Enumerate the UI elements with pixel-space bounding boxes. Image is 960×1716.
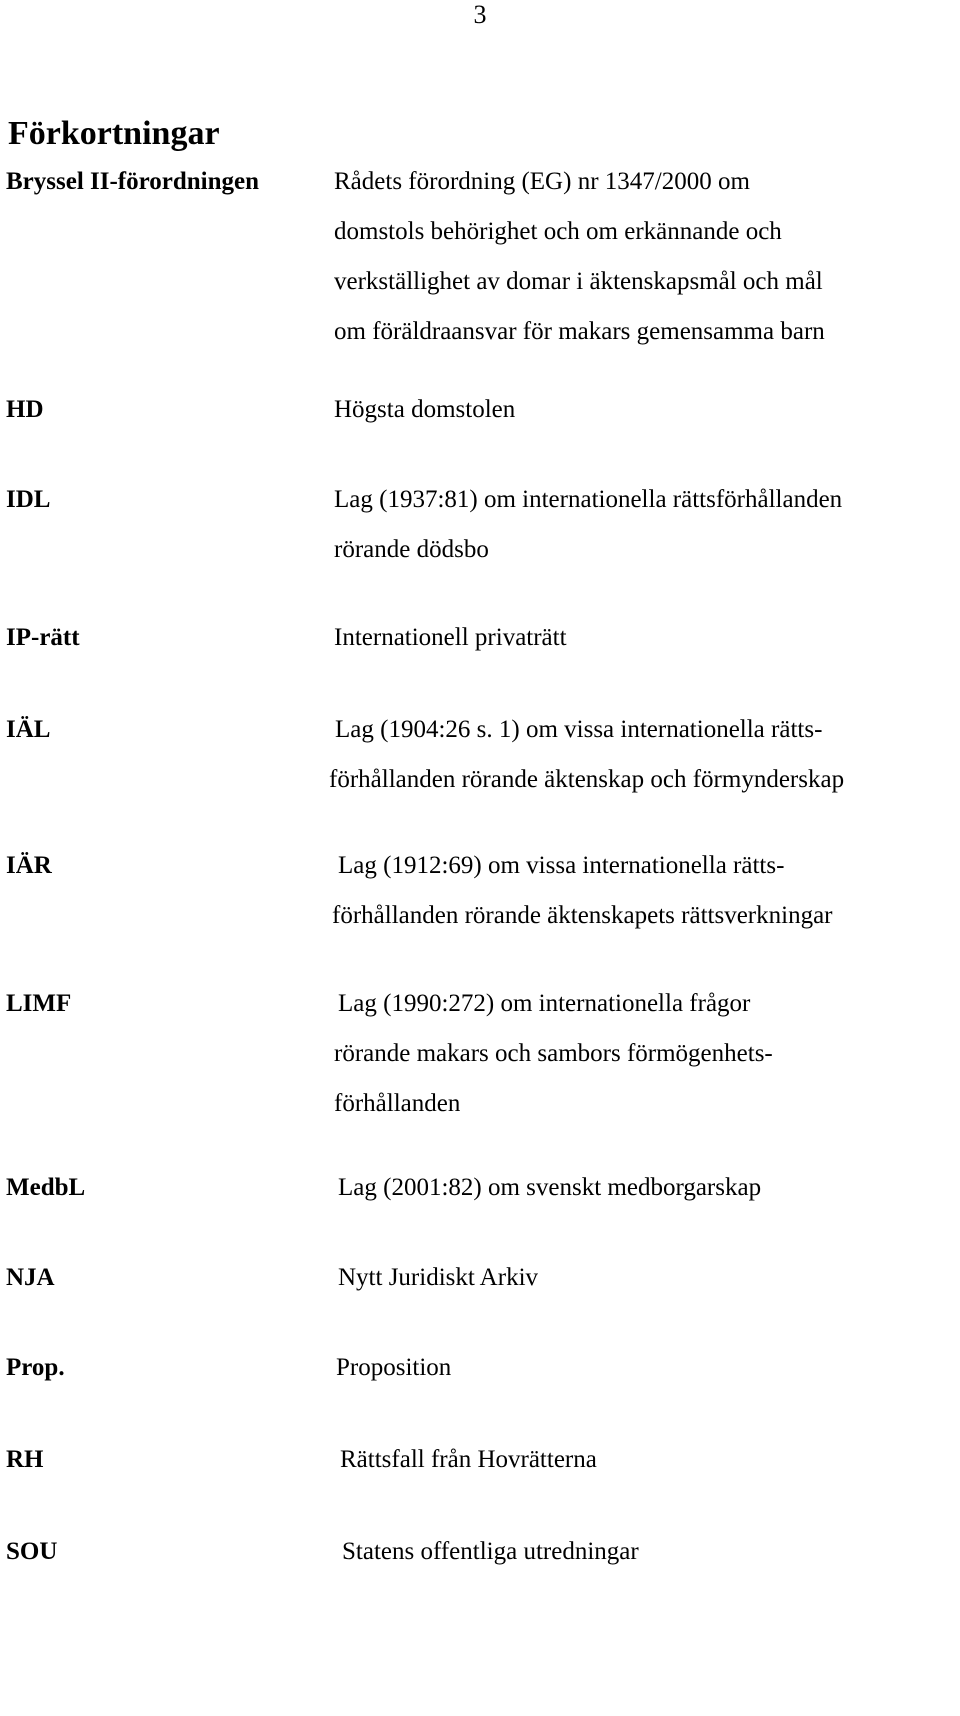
definition-line: förhållanden rörande äktenskapets rättsverkningar (332, 902, 833, 929)
definition-line: Proposition (336, 1354, 452, 1381)
definition-line: rörande makars och sambors förmögenhets- (334, 1040, 773, 1067)
definition-line: Lag (2001:82) om svenskt medborgarskap (338, 1174, 762, 1201)
definition-line: om föräldraansvar för makars gemensamma barn (334, 318, 825, 345)
abbreviation-term: NJA (6, 1264, 55, 1291)
definition-line: verkställighet av domar i äktenskapsmål och mål (334, 268, 823, 295)
page-title: Förkortningar (8, 115, 220, 152)
abbreviation-term: IDL (6, 486, 51, 513)
definition-line: Lag (1912:69) om vissa internationella rätts- (338, 852, 785, 879)
abbreviation-term: MedbL (6, 1174, 86, 1201)
abbreviation-definition (334, 385, 515, 435)
abbreviation-definition (334, 613, 567, 663)
definition-line: domstols behörighet och om erkännande och (334, 218, 782, 245)
definition-line: Lag (1990:272) om internationella frågor (338, 990, 751, 1017)
definition-line: Nytt Juridiskt Arkiv (338, 1264, 539, 1291)
definition-line: Rättsfall från Hovrätterna (340, 1446, 597, 1473)
abbreviation-term: HD (6, 396, 44, 423)
abbreviation-definition (340, 1435, 597, 1485)
abbreviation-definition (334, 157, 825, 357)
abbreviation-term: Prop. (6, 1354, 65, 1381)
abbreviation-definition (342, 1527, 639, 1577)
definition-line: Rådets förordning (EG) nr 1347/2000 om (334, 168, 750, 195)
abbreviation-definition (332, 841, 833, 941)
abbreviation-definition (334, 475, 842, 575)
definition-line: förhållanden (334, 1090, 461, 1117)
abbreviation-definition (334, 979, 773, 1129)
definition-line: Högsta domstolen (334, 396, 516, 423)
definition-line: Internationell privaträtt (334, 624, 567, 651)
abbreviation-definition (336, 1343, 451, 1393)
abbreviation-term: IP-rätt (6, 624, 80, 651)
definition-line: Lag (1937:81) om internationella rättsförhållanden (334, 486, 843, 513)
abbreviation-term: IÄL (6, 716, 51, 743)
abbreviation-term: Bryssel II-förordningen (6, 168, 260, 195)
page-number: 3 (473, 0, 487, 29)
abbreviation-term: IÄR (6, 852, 52, 879)
definition-line: Lag (1904:26 s. 1) om vissa internationella rätts- (335, 716, 823, 743)
abbreviation-term: RH (6, 1446, 44, 1473)
definition-line: rörande dödsbo (334, 536, 489, 563)
abbreviation-term: LIMF (6, 990, 72, 1017)
abbreviation-term: SOU (6, 1538, 58, 1565)
definition-line: Statens offentliga utredningar (342, 1538, 639, 1565)
abbreviation-definition (329, 705, 844, 805)
definition-line: förhållanden rörande äktenskap och förmynderskap (329, 766, 845, 793)
abbreviation-definition (338, 1253, 538, 1303)
abbreviation-definition (338, 1163, 761, 1213)
